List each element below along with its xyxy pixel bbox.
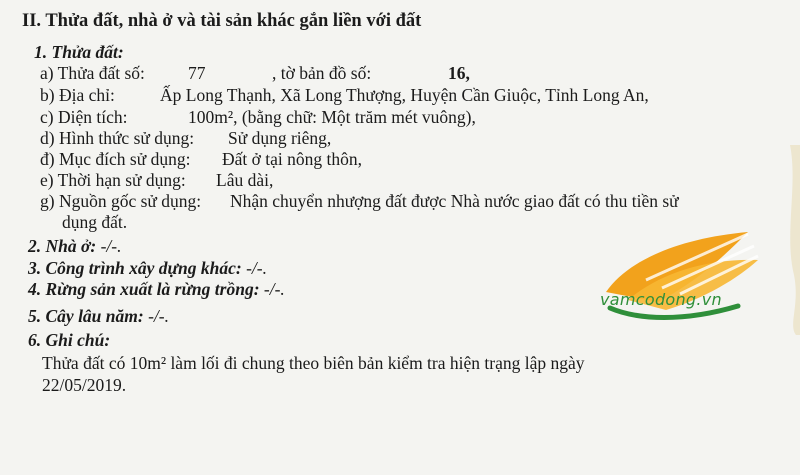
forest-value: -/-. <box>263 279 285 299</box>
edge-stain-decoration <box>770 145 800 335</box>
area-label: c) Diện tích: <box>40 107 128 127</box>
notes-line-2: 22/05/2019. <box>42 375 127 395</box>
house-heading: 2. Nhà ở: <box>28 236 97 256</box>
usage-purpose-label: đ) Mục đích sử dụng: <box>40 149 191 169</box>
usage-origin-value-line1: Nhận chuyển nhượng đất được Nhà nước giao đất có thu tiền sử <box>230 191 679 211</box>
land-number-row <box>40 62 145 84</box>
construction-heading: 3. Công trình xây dựng khác: <box>28 258 242 278</box>
notes-line-1: Thửa đất có 10m² làm lối đi chung theo biên bản kiểm tra hiện trạng lập ngày <box>42 353 585 373</box>
usage-purpose-value: Đất ở tại nông thôn, <box>222 149 362 169</box>
forest-row <box>28 278 285 300</box>
construction-value: -/-. <box>246 258 267 278</box>
address-value: Ấp Long Thạnh, Xã Long Thượng, Huyện Cần Giuộc, Tỉnh Long An, <box>160 85 649 105</box>
usage-origin-label: g) Nguồn gốc sử dụng: <box>40 191 202 211</box>
watermark-text: vamcodong.vn <box>600 290 722 309</box>
land-number-label: a) Thửa đất số: <box>40 63 145 83</box>
construction-row <box>28 257 267 279</box>
map-sheet-value: 16, <box>448 63 470 83</box>
perennial-value: -/-. <box>148 306 169 326</box>
usage-form-label: d) Hình thức sử dụng: <box>40 128 195 148</box>
perennial-row <box>28 305 169 327</box>
perennial-heading: 5. Cây lâu năm: <box>28 306 144 326</box>
forest-heading: 4. Rừng sản xuất là rừng trồng: <box>28 279 260 299</box>
usage-term-label: e) Thời hạn sử dụng: <box>40 170 186 190</box>
usage-term-value: Lâu dài, <box>216 170 274 190</box>
address-label: b) Địa chỉ: <box>40 85 115 105</box>
section-heading: II. Thửa đất, nhà ở và tài sản khác gắn liền với đất <box>22 11 422 31</box>
map-sheet-label: , tờ bản đồ số: <box>272 63 372 83</box>
house-value: -/-. <box>100 236 122 256</box>
house-row <box>28 235 122 257</box>
land-number-value: 77 <box>188 63 206 83</box>
usage-origin-value-line2: dụng đất. <box>62 212 128 232</box>
usage-form-value: Sử dụng riêng, <box>228 128 332 148</box>
area-value: 100m², (bằng chữ: Một trăm mét vuông), <box>188 107 476 127</box>
notes-heading: 6. Ghi chú: <box>28 330 111 350</box>
land-heading: 1. Thửa đất: <box>34 42 124 62</box>
boat-hull-logo-icon <box>588 222 768 332</box>
